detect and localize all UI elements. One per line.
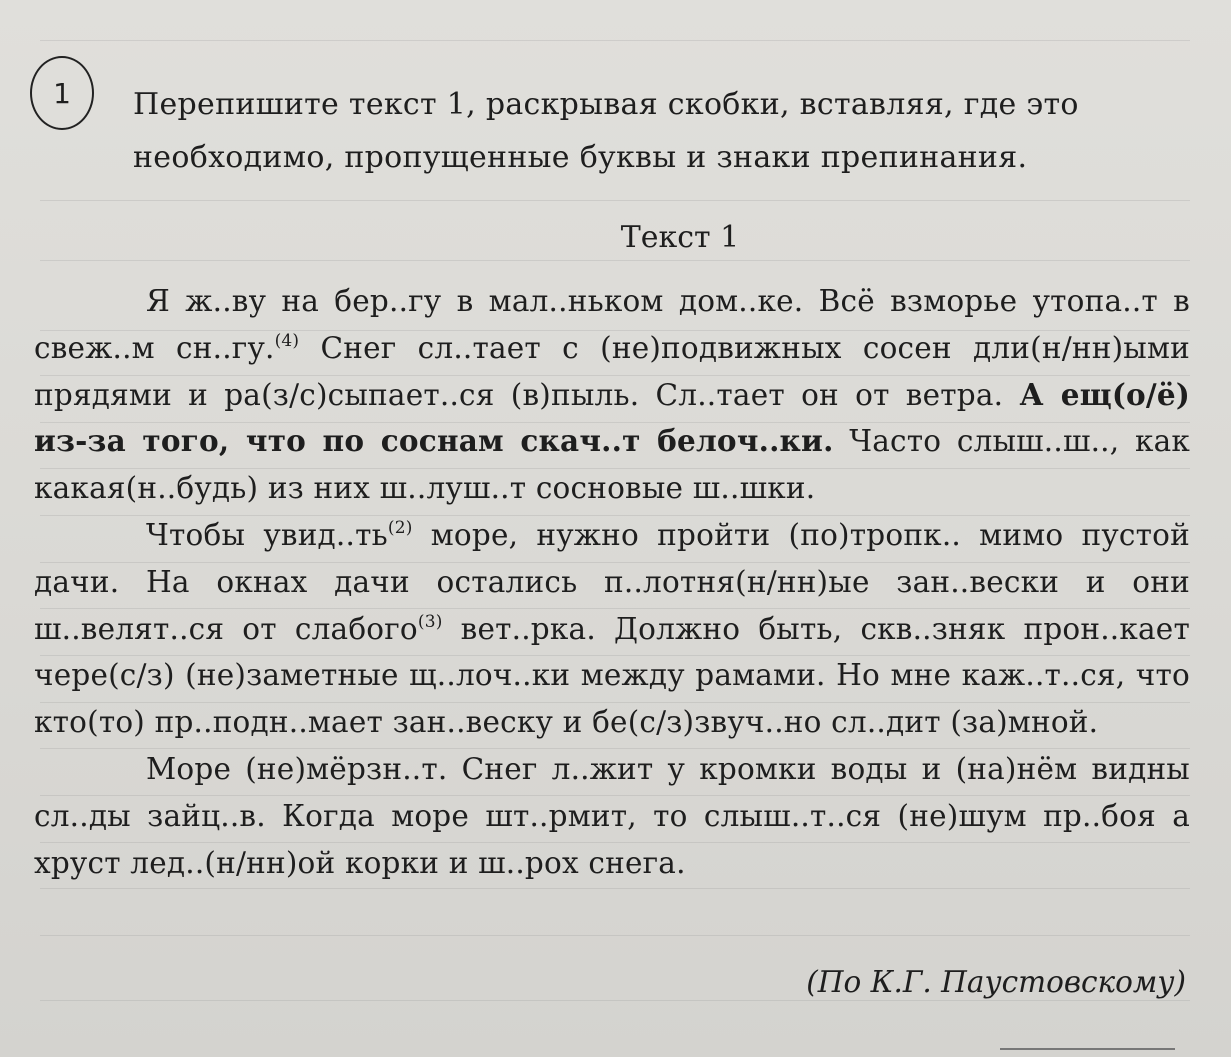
footnote-marker: (2) bbox=[387, 517, 413, 538]
p2-part-b: море, нужно пройти (по)тропк.. мимо пустой дачи. На окнах дачи остались п..лотня(н/нн)ые зан..вески и они ш..велят..ся от слабого bbox=[34, 517, 1190, 646]
text-attribution: (По К.Г. Паустовскому) bbox=[806, 965, 1186, 999]
task-number-badge bbox=[30, 56, 94, 130]
text-title: Текст 1 bbox=[620, 220, 740, 255]
footnote-marker: (3) bbox=[417, 611, 443, 632]
p1-bold-sentence: А ещ(о/ё) из-за того, что по соснам скач..т белоч..ки. bbox=[34, 376, 1190, 459]
p1-part-c: Часто слыш..ш.., как какая(н..будь) из них ш..луш..т сосновые ш..шки. bbox=[34, 424, 1191, 506]
paragraph-1 bbox=[34, 278, 1190, 512]
exercise-text bbox=[34, 278, 1190, 886]
bottom-rule-line bbox=[1000, 1048, 1175, 1050]
p1-part-a: Я ж..ву на бер..гу в мал..ньком дом..ке. Всё взморье утопа..т в свеж..м сн..гу. bbox=[34, 284, 1190, 365]
task-instruction: Перепишите текст 1, раскрывая скобки, вставляя, где это необходимо, пропущенные буквы и знаки препинания. bbox=[133, 87, 1079, 175]
p2-part-a: Чтобы увид..ть bbox=[146, 517, 388, 552]
task-number: 1 bbox=[53, 76, 71, 110]
paragraph-2 bbox=[34, 512, 1190, 746]
p1-part-b: Снег сл..тает с (не)подвижных сосен дли(н/нн)ыми прядями и ра(з/с)сыпает..ся (в)пыль. Сл..тает он от ветра. bbox=[34, 330, 1190, 412]
p2-part-c: вет..рка. Должно быть, скв..зняк прон..кает чере(с/з) (не)заметные щ..лоч..ки между рамами. Но мне каж..т..ся, что кто(то) пр..подн..мает зан..веску и бе(с/з)звуч..но сл..дит (за)мной. bbox=[34, 611, 1190, 740]
footnote-marker: (4) bbox=[274, 330, 300, 351]
paragraph-3: Море (не)мёрзн..т. Снег л..жит у кромки воды и (на)нём видны сл..ды зайц..в. Когда море шт..рмит, то слыш..т..ся (не)шум пр..боя а хруст лед..(н/нн)ой корки и ш..рох снега. bbox=[34, 751, 1190, 880]
